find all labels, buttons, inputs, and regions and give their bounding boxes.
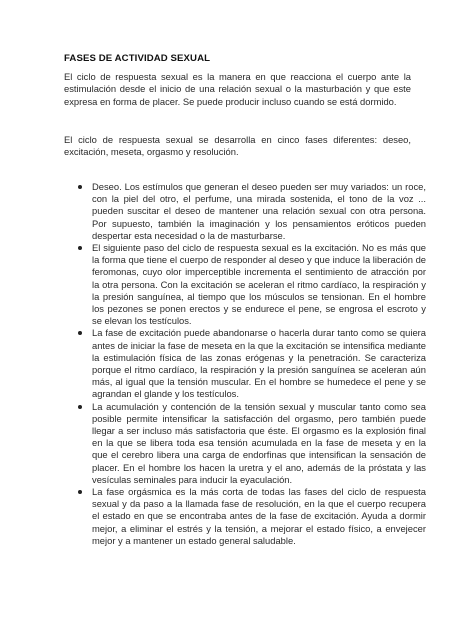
phases-list: [76, 181, 426, 547]
list-item: [92, 242, 426, 327]
list-item-text: Deseo. Los estímulos que generan el deseo pueden ser muy variados: un roce, con la piel del otro, el perfume, una mirada sostenida, el tono de la voz ... pueden suscitar el deseo de mantener una relación sexual con otra persona. Por supuesto, también la imaginación y los pensamientos eróticos pueden despertar esta necesidad o la de masturbarse.: [92, 181, 426, 241]
list-item-text: La fase orgásmica es la más corta de todas las fases del ciclo de respuesta sexual y da paso a la llamada fase de resolución, en la que el cuerpo recupera el estado en que se encontraba antes de la fase de excitación. Ayuda a dormir mejor, a eliminar el estrés y la tensión, a mejorar el estado físico, a envejecer mejor y a mantener un estado general saludable.: [92, 486, 426, 546]
bullet-icon: [78, 246, 82, 250]
list-item: [92, 181, 426, 242]
intro-paragraph: El ciclo de respuesta sexual es la manera en que reacciona el cuerpo ante la estimulación desde el inicio de una relación sexual o la masturbación y que este expresa en forma de placer. Se puede producir incluso cuando se está dormido.: [64, 71, 411, 107]
list-item-text: La fase de excitación puede abandonarse o hacerla durar tanto como se quiera antes de iniciar la fase de meseta en la que la excitación se intensifica mediante la estimulación física de las zonas erógenas y la penetración. Se caracteriza porque el ritmo cardíaco, la respiración y la presión sanguínea se aceleran aún más, al igual que la tensión muscular. En el hombre se humedece el pene y se agrandan el glande y los testículos.: [92, 327, 426, 400]
bullet-icon: [78, 185, 82, 189]
document-title: FASES DE ACTIVIDAD SEXUAL: [64, 53, 211, 64]
list-item-text: El siguiente paso del ciclo de respuesta sexual es la excitación. No es más que la forma que tiene el cuerpo de responder al deseo y que induce la liberación de feromonas, cuyo olor imperceptible incrementa el sentimiento de atracción por la otra persona. Con la excitación se aceleran el ritmo cardíaco, la respiración y la presión sanguínea, al tiempo que los músculos se tensionan. En el hombre los pezones se ponen erectos y se endurece el pene, se engrosa el escroto y se elevan los testículos.: [92, 242, 426, 327]
list-item: [92, 486, 426, 547]
list-item-text: La acumulación y contención de la tensión sexual y muscular tanto como sea posible permite intensificar la satisfacción del orgasmo, pero también puede llegar a ser incluso más satisfactoria que éste. El orgasmo es la explosión final en la que se libera toda esa tensión acumulada en la fase de meseta y en la que el cerebro libera una carga de endorfinas que intensifican la sensación de placer. En el hombre los hacen la uretra y el ano, además de la próstata y las vesículas seminales para inducir la eyaculación.: [92, 400, 426, 485]
bullet-icon: [78, 331, 82, 335]
phases-paragraph: El ciclo de respuesta sexual se desarrolla en cinco fases diferentes: deseo, excitación, meseta, orgasmo y resolución.: [64, 134, 411, 158]
list-item: [92, 401, 426, 486]
bullet-icon: [78, 490, 82, 494]
list-item: [92, 327, 426, 400]
bullet-icon: [78, 405, 82, 409]
